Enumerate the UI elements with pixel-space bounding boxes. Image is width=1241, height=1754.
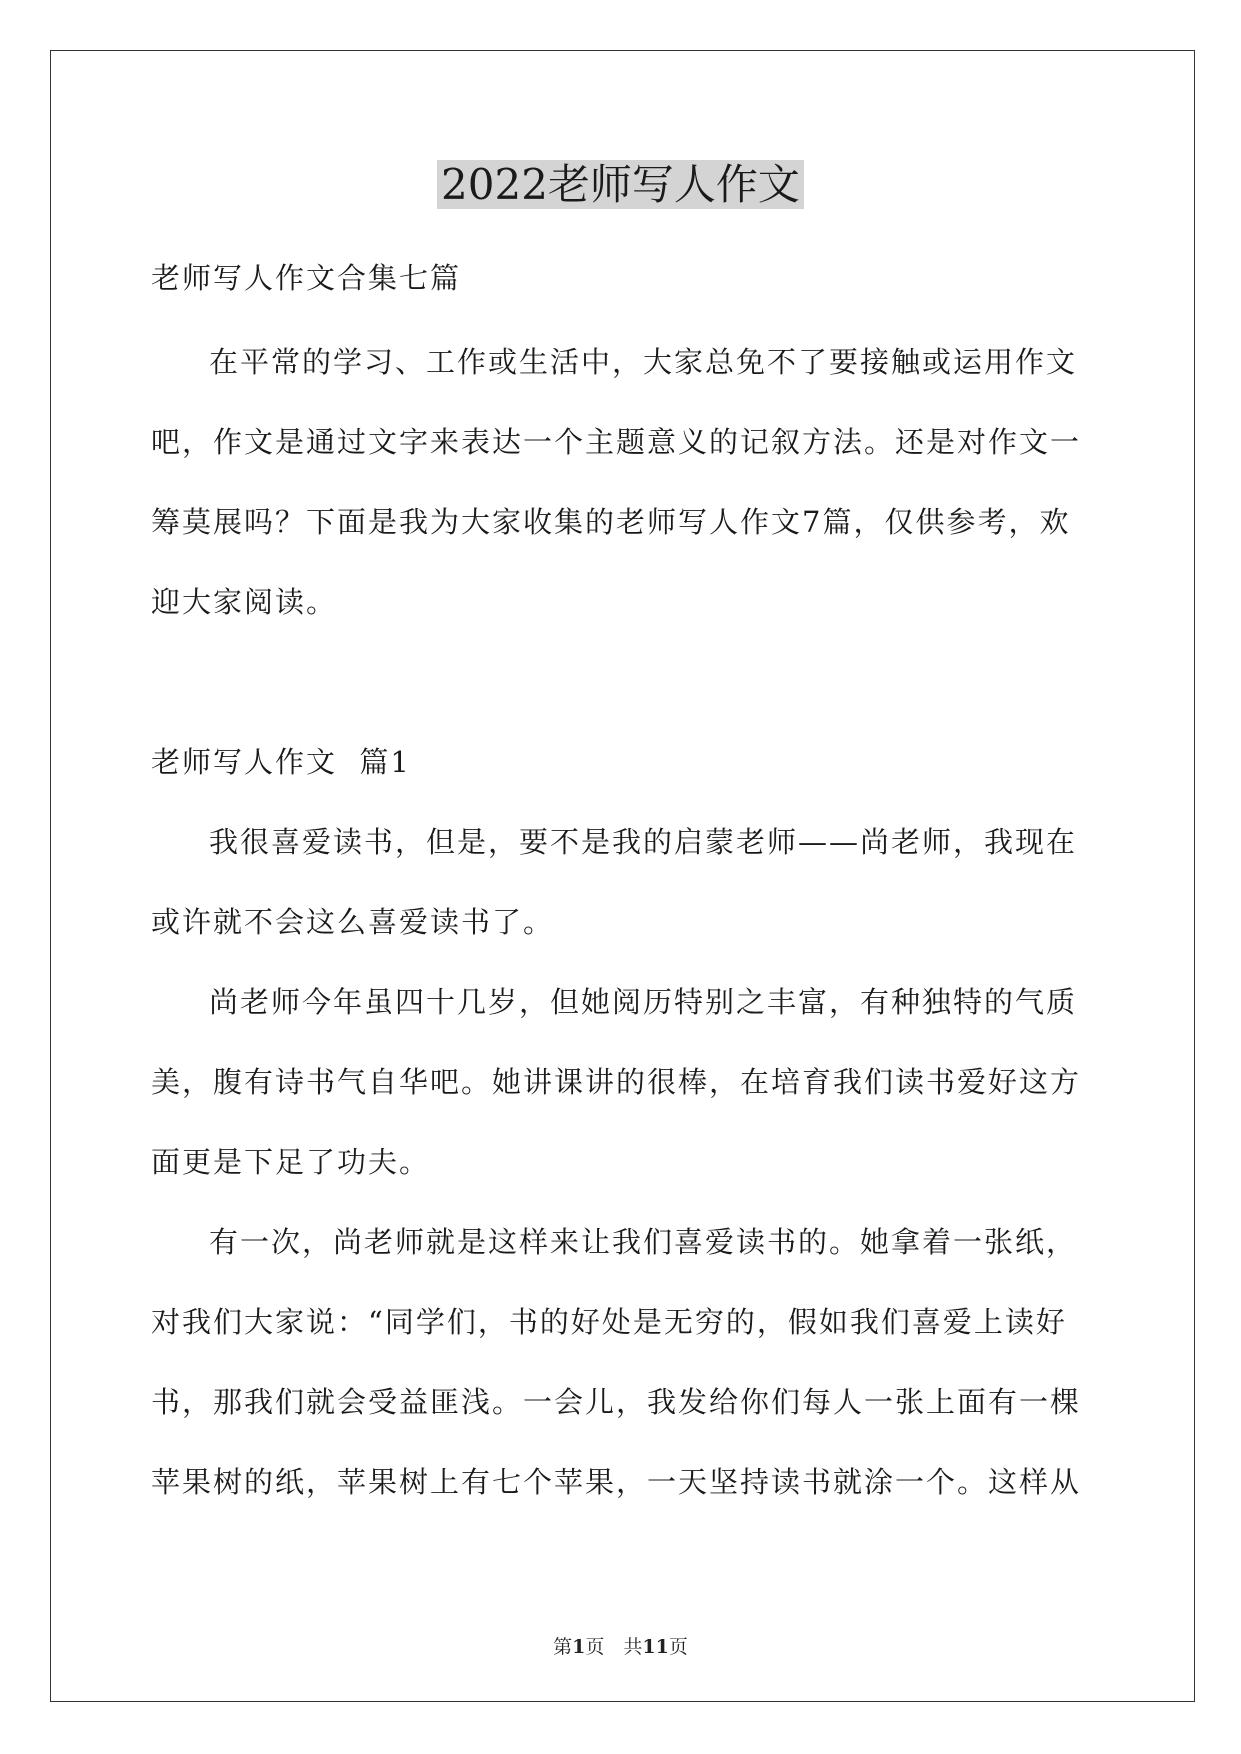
body-paragraph-1: 我很喜爱读书，但是，要不是我的启蒙老师——尚老师，我现在或许就不会这么喜爱读书了。: [151, 825, 1078, 939]
page-current-number: 1: [572, 1636, 586, 1658]
document-title: [0, 155, 1241, 215]
document-body: [151, 238, 1099, 1522]
page-mid: 页 共: [585, 1636, 643, 1658]
document-title-text: 2022老师写人作文: [437, 160, 804, 209]
page-footer: [0, 1632, 1241, 1659]
body-paragraph-3: 有一次，尚老师就是这样来让我们喜爱读书的。她拿着一张纸，对我们大家说：“同学们，书的好处是无穷的，假如我们喜爱上读好书，那我们就会受益匪浅。一会儿，我发给你们每人一张上面有一棵苹果树的纸，苹果树上有七个苹果，一天坚持读书就涂一个。这样从: [151, 1225, 1082, 1499]
intro-paragraph: 在平常的学习、工作或生活中，大家总免不了要接触或运用作文吧，作文是通过文字来表达一个主题意义的记叙方法。还是对作文一筹莫展吗？下面是我为大家收集的老师写人作文7篇，仅供参考，欢迎大家阅读。: [151, 345, 1082, 619]
section-heading: 老师写人作文 篇1: [151, 745, 411, 779]
page-prefix: 第: [553, 1636, 573, 1658]
page-total-number: 11: [642, 1636, 669, 1658]
page-suffix: 页: [668, 1636, 688, 1658]
body-paragraph-2: 尚老师今年虽四十几岁，但她阅历特别之丰富，有种独特的气质美，腹有诗书气自华吧。她讲课讲的很棒，在培育我们读书爱好这方面更是下足了功夫。: [151, 985, 1082, 1179]
document-subtitle: 老师写人作文合集七篇: [151, 261, 462, 295]
